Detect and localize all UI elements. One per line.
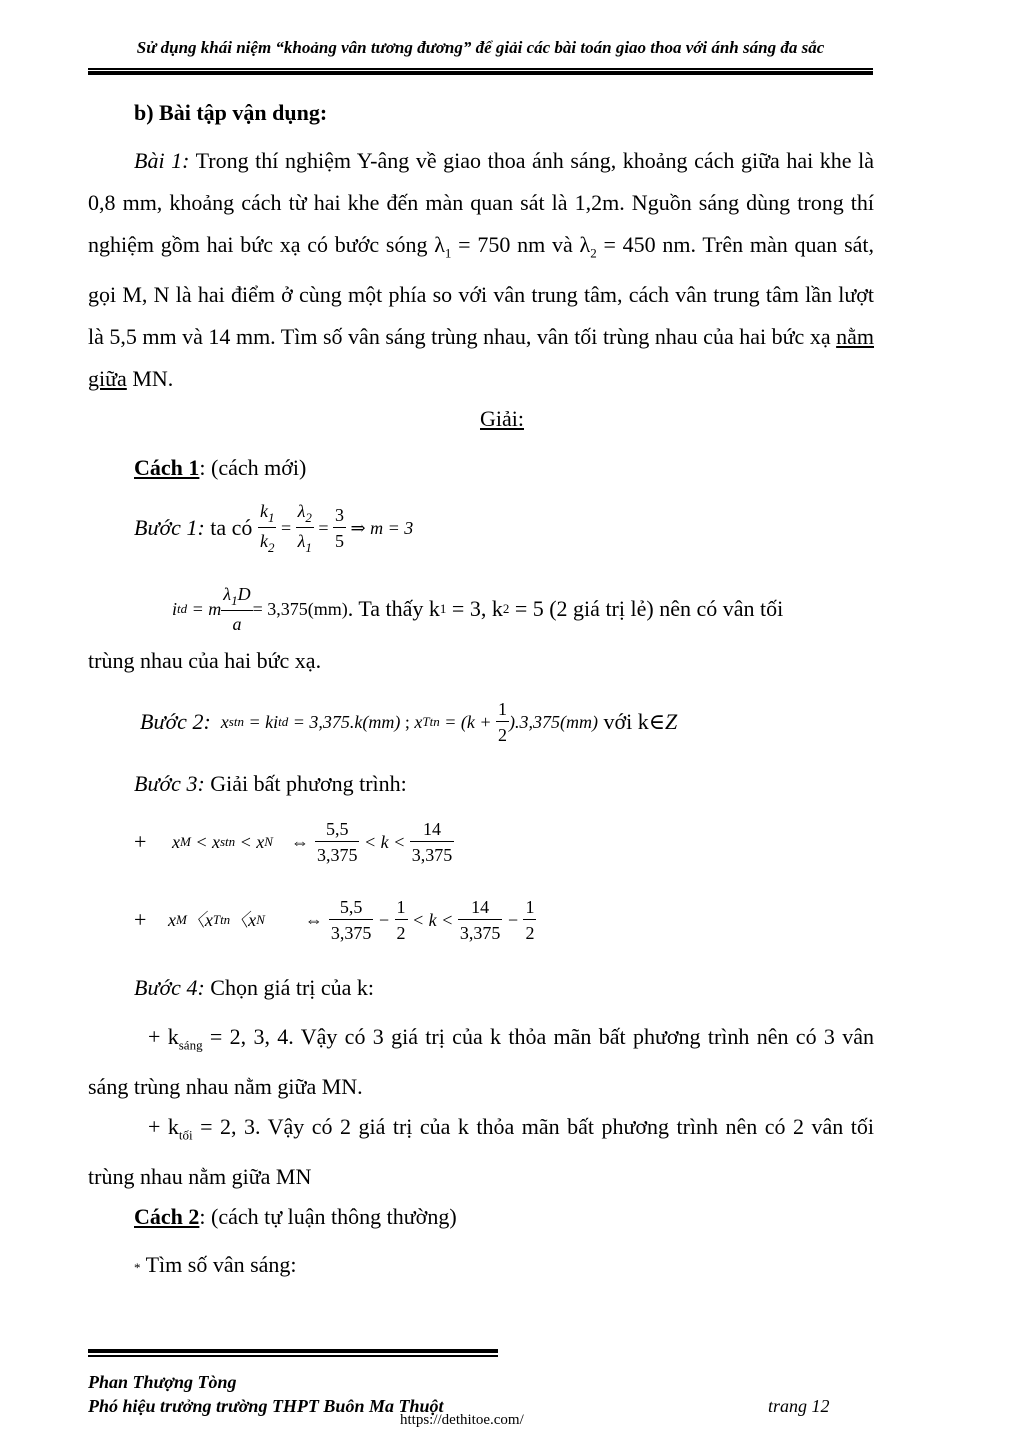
itd-formula: i td = m $\frac{\lambda_1D}{a}$ = 3,375(mm): [172, 584, 348, 634]
source-url[interactable]: https://dethitoe.com/: [400, 1412, 524, 1428]
page-number: trang 12: [768, 1396, 830, 1416]
footer-position: Phó hiệu trưởng trường THPT Buôn Ma Thuột: [88, 1396, 444, 1416]
frac-lambdaD-a: $\frac{\lambda_1D}{a}$: [223, 584, 251, 634]
problem-paragraph: [88, 140, 874, 400]
step4-heading: Bước 4: Chọn giá trị của k:: [134, 975, 375, 1000]
lambda2-sub: 2: [590, 245, 597, 261]
step3-label: Bước 3:: [134, 771, 205, 796]
step3-ineq1: + x M < x stn < x N ⇔ $\frac{5,5}{3,375}$ < k < $\frac{14}{3,375}$: [134, 819, 453, 865]
problem-text-3: = 450 nm. Trên màn quan sát, gọi M, N là hai điểm ở cùng một phía so với vân trung tâm, cách vân trung tâm lần lượt là 5,5 mm và 14 mm. Tìm số vân sáng trùng nhau, vân tối trùng nhau của hai bức xạ: [88, 232, 875, 350]
footer-rule-thin: [88, 1355, 498, 1357]
method1-heading: [134, 447, 306, 489]
step4-label: Bước 4:: [134, 975, 205, 1000]
itd-line: i td = m $\frac{\lambda_1D}{a}$ = 3,375(mm) . Ta thấy k 1 = 3, k 2 = 5 (2 giá trị lẻ) nên có vân tối: [172, 584, 784, 634]
frac-half: $\frac{1}{2}$: [497, 699, 507, 745]
step2-label: Bước 2:: [140, 709, 211, 734]
step2-formula: x stn = ki td = 3,375.k(mm) ; x Ttn = (k + $\frac{1}{2}$ ).3,375(mm): [220, 699, 598, 745]
method1-label: Cách 1: [134, 455, 200, 480]
step1-formula: $\frac{k_1}{k_2}$ = $\frac{\lambda_2}{\lambda_1}$ = $\frac{3}{5}$ ⇒ m = 3: [259, 501, 414, 555]
step1-label: Bước 1:: [134, 515, 205, 540]
header-rule-thin: [88, 68, 873, 70]
bullet-icon: *: [134, 1260, 141, 1275]
itd-line-2: trùng nhau của hai bức xạ.: [88, 648, 322, 673]
itd-text-1: . Ta thấy k: [347, 596, 440, 621]
method1-label-rest: : (cách mới): [199, 455, 307, 480]
step2: Bước 2: x stn = ki td = 3,375.k(mm) ; x Ttn = (k + $\frac{1}{2}$ ).3,375(mm) với k∈ Z: [140, 699, 678, 745]
step3-ineq2: + x M 〈x Ttn 〈x N ⇔ $\frac{5,5}{3,375}$ − $\frac{1}{2}$ < k < $\frac{14}{3,375}$ − $\frac{1}{2}$: [134, 897, 535, 943]
frac-k1-k2: $\frac{k_1}{k_2}$: [259, 501, 275, 555]
step4-dark: + $k_{tối} = 2$, 3. Vậy có 2 giá trị của k thỏa mãn bất phương trình nên có 2 vân tối trùng nhau nằm giữa MN: [88, 1114, 874, 1190]
solution-title: Giải:: [480, 406, 524, 431]
footer-author: Phan Thượng Tòng: [88, 1372, 237, 1392]
page-header: Sử dụng khái niệm “khoảng vân tương đương” để giải các bài toán giao thoa với ánh sáng đa sắc: [136, 38, 825, 57]
lambda1-sub: 1: [444, 245, 452, 261]
step3-heading: Bước 3: Giải bất phương trình:: [134, 771, 407, 796]
problem-label: Bài 1:: [134, 148, 190, 173]
problem-text-1: Trong thí nghiệm Y-âng về giao thoa ánh sáng, khoảng cách giữa hai khe là 0,8 mm, khoảng cách từ hai khe đến màn quan sát là 1,2m. Nguồn sáng dùng trong thí nghiệm gồm hai bức xạ có bước sóng λ: [88, 148, 874, 257]
frac-3-5: $\frac{3}{5}$: [335, 505, 345, 551]
frac-lambda: $\frac{\lambda_2}{\lambda_1}$: [297, 501, 312, 555]
step1: [134, 502, 413, 554]
itd-text-3a: = 5 (2 giá trị lẻ) nên có vân tối: [509, 596, 784, 621]
step4-bright: + $k_{sáng} = 2$, 3, 4. Vậy có 3 giá trị của k thỏa mãn bất phương trình nên có 3 vân sáng trùng nhau nằm giữa MN.: [88, 1024, 874, 1100]
header-rule-thick: [88, 71, 873, 75]
step1-text: ta có: [204, 515, 258, 540]
step1-result: m = 3: [370, 518, 414, 538]
method2-heading: Cách 2: (cách tự luận thông thường): [134, 1204, 457, 1229]
section-heading: b) Bài tập vận dụng:: [134, 100, 328, 125]
problem-text-2: = 750 nm và λ: [451, 232, 591, 257]
problem-underlined: nằm giữa: [88, 324, 874, 392]
footer-rule-thick: [88, 1349, 498, 1353]
method2-label: Cách 2: [134, 1204, 200, 1229]
problem-text-end: MN.: [126, 366, 174, 392]
step2-tail: với k∈: [597, 709, 665, 734]
method2-item: * Tìm số vân sáng:: [134, 1252, 297, 1277]
